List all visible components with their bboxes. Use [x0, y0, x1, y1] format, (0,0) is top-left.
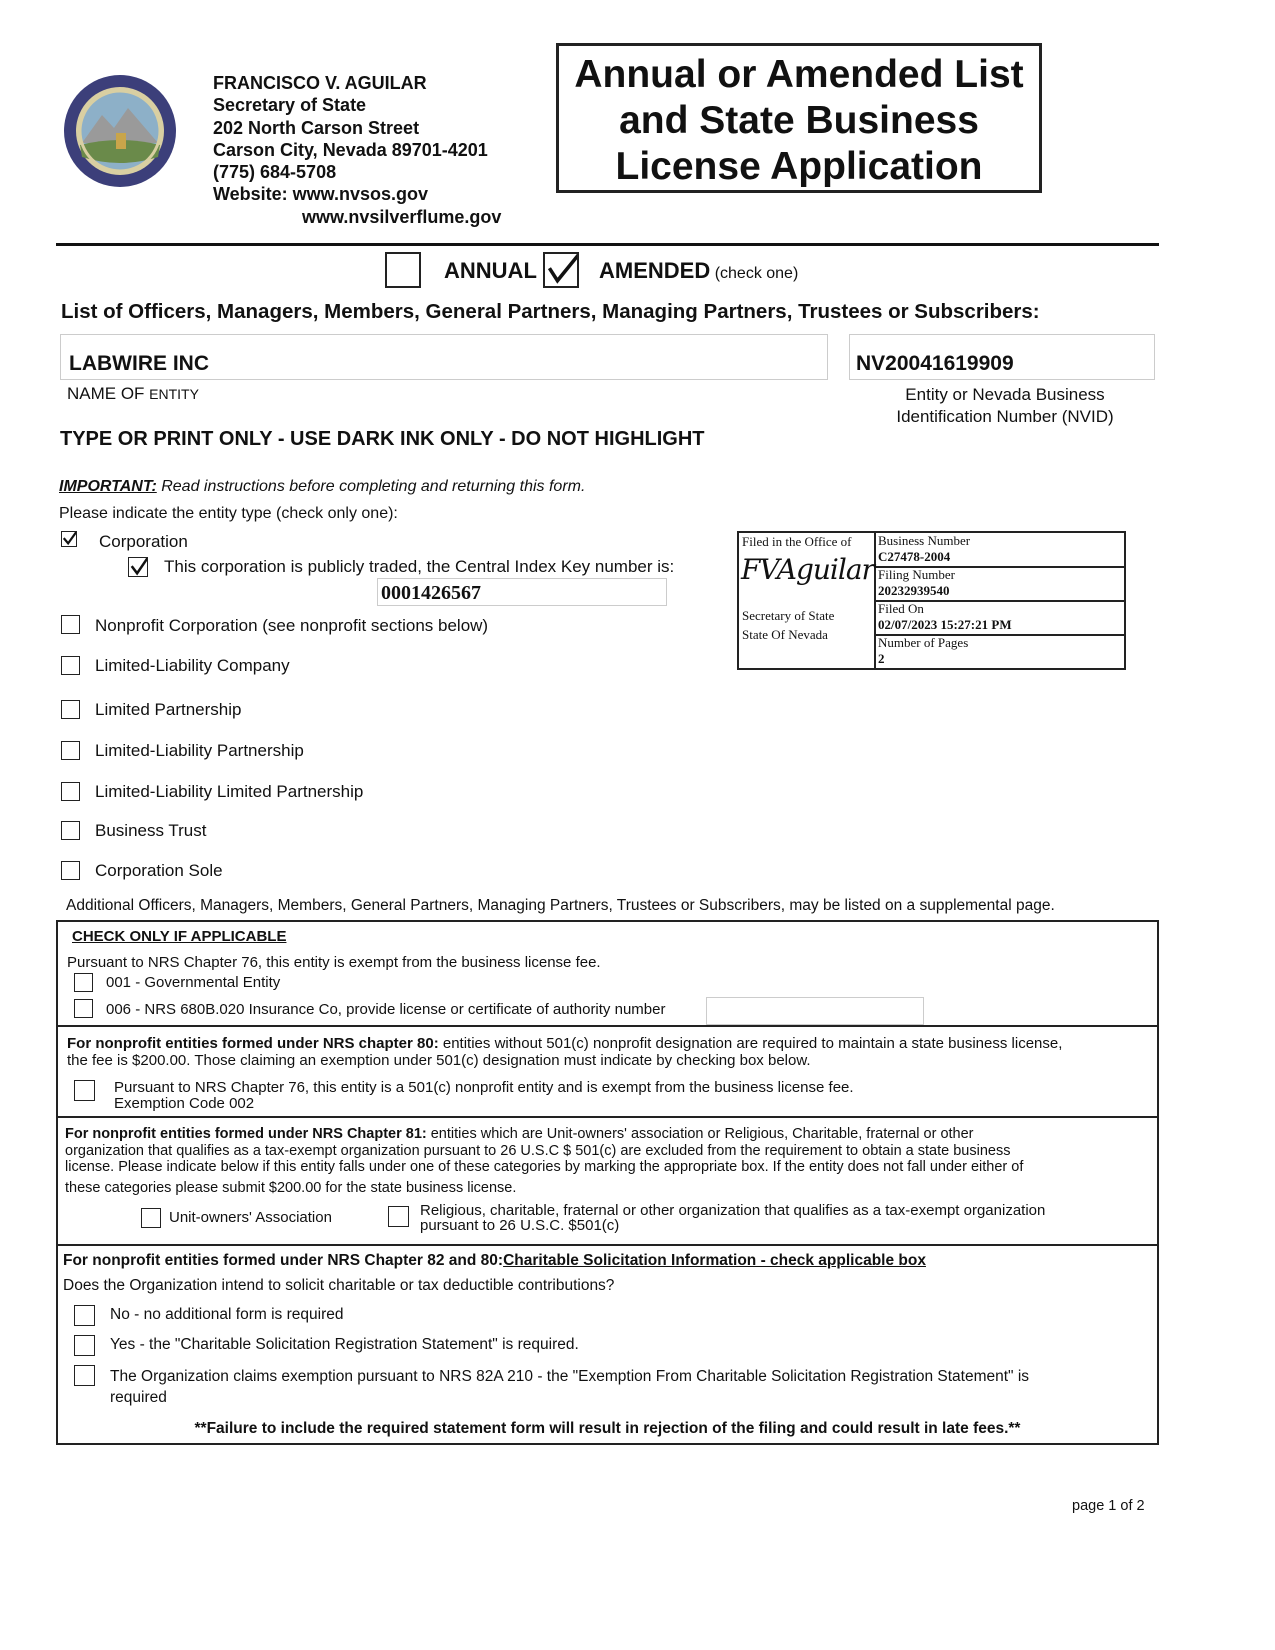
- stamp-business-number-label: Business Number: [878, 533, 971, 548]
- stamp-filing-number: 20232939540: [878, 583, 950, 598]
- annual-label: ANNUAL: [444, 258, 537, 283]
- form-title-line3: License Application: [615, 145, 983, 188]
- stamp-state: State Of Nevada: [742, 627, 828, 642]
- entity-name-label: NAME OF ENTITY: [67, 384, 199, 403]
- unit-owners-label: Unit-owners' Association: [169, 1209, 332, 1226]
- filing-stamp: [737, 531, 1126, 670]
- website: Website: www.nvsos.gov: [213, 184, 429, 205]
- ch80-text-line2: the fee is $200.00. Those claiming an exemption under 501(c) designation must indicate by checking box below.: [67, 1052, 811, 1069]
- address-line2: Carson City, Nevada 89701-4201: [213, 139, 488, 160]
- lp-checkbox[interactable]: [61, 700, 80, 719]
- solicit-exempt-checkbox[interactable]: [74, 1365, 95, 1386]
- business-trust-label: Business Trust: [95, 821, 207, 840]
- ch80-text-line1: For nonprofit entities formed under NRS chapter 80: entities without 501(c) nonprofit designation are required to maintain a state business license,: [67, 1035, 1063, 1052]
- ch81-text: For nonprofit entities formed under NRS Chapter 81: entities which are Unit-owners' association or Religious, Charitable, fraternal or other organization that qualifies as a tax-exempt organization pursuant to 26 U.S.C $ 501(c) are excluded from the requirement to obtain a state business license. Please indicate below if this entity falls under one of these categories by marking the appropriate box. If the entity does not fall under either of these categories please submit $200.00 for the state business license.: [65, 1126, 1024, 1196]
- stamp-secretary-of-state: Secretary of State: [742, 608, 835, 623]
- llc-label: Limited-Liability Company: [95, 656, 290, 675]
- solicit-no-checkbox[interactable]: [74, 1305, 95, 1326]
- corporation-sole-label: Corporation Sole: [95, 861, 223, 880]
- form-title-line1: Annual or Amended List: [574, 53, 1024, 96]
- cik-field[interactable]: [377, 578, 667, 606]
- lllp-label: Limited-Liability Limited Partnership: [95, 782, 364, 801]
- lp-label: Limited Partnership: [95, 700, 242, 719]
- authority-number-field[interactable]: [706, 997, 924, 1025]
- llp-checkbox[interactable]: [61, 741, 80, 760]
- unit-owners-checkbox[interactable]: [141, 1208, 161, 1228]
- solicit-yes-checkbox[interactable]: [74, 1335, 95, 1356]
- stamp-pages-label: Number of Pages: [878, 635, 969, 650]
- form-title-box: [556, 43, 1042, 193]
- website-2: www.nvsilverflume.gov: [302, 206, 502, 227]
- stamp-business-number: C27478-2004: [878, 549, 951, 564]
- nvid-field[interactable]: [849, 334, 1155, 380]
- entity-name-value: LABWIRE INC: [69, 352, 209, 375]
- list-heading: List of Officers, Managers, Members, General Partners, Managing Partners, Trustees or Subscribers:: [61, 300, 1040, 323]
- entity-name-field[interactable]: [60, 334, 828, 380]
- ch80-exempt-label: Pursuant to NRS Chapter 76, this entity is a 501(c) nonprofit entity and is exempt from the business license fee. Exemption Code 002: [114, 1079, 854, 1112]
- applicable-heading: CHECK ONLY IF APPLICABLE: [72, 928, 287, 945]
- nevada-state-seal-icon: [62, 73, 178, 189]
- header-divider: [56, 243, 1159, 246]
- address-line1: 202 North Carson Street: [213, 117, 420, 138]
- insurance-co-label: 006 - NRS 680B.020 Insurance Co, provide license or certificate of authority number: [106, 1001, 666, 1018]
- ch82-question: Does the Organization intend to solicit charitable or tax deductible contributions?: [63, 1277, 615, 1294]
- governmental-entity-label: 001 - Governmental Entity: [106, 974, 281, 991]
- nonprofit-label: Nonprofit Corporation (see nonprofit sections below): [95, 616, 489, 635]
- amended-checkbox[interactable]: [543, 252, 579, 288]
- late-fee-warning: **Failure to include the required statement form will result in rejection of the filing and could result in late fees.**: [194, 1420, 1021, 1437]
- ch80-exempt-checkbox[interactable]: [74, 1080, 95, 1101]
- publicly-traded-checkbox[interactable]: [128, 557, 148, 577]
- nvid-label: Entity or Nevada Business Identification Number (NVID): [896, 385, 1114, 426]
- corporation-sole-checkbox[interactable]: [61, 861, 80, 880]
- page-number: page 1 of 2: [1072, 1498, 1145, 1514]
- check-one-note: (check one): [714, 265, 799, 282]
- llc-checkbox[interactable]: [61, 656, 80, 675]
- solicit-exempt-label: The Organization claims exemption pursuant to NRS 82A 210 - the "Exemption From Charitable Solicitation Registration Statement" is required: [110, 1368, 1030, 1406]
- stamp-filed-on: 02/07/2023 15:27:21 PM: [878, 617, 1012, 632]
- form-title-line2: and State Business: [619, 99, 979, 142]
- religious-charitable-checkbox[interactable]: [388, 1206, 409, 1227]
- ch82-heading: For nonprofit entities formed under NRS Chapter 82 and 80:Charitable Solicitation Information - check applicable box: [63, 1252, 926, 1269]
- publicly-traded-label: This corporation is publicly traded, the Central Index Key number is:: [164, 557, 675, 576]
- important-label: IMPORTANT:: [59, 478, 157, 495]
- stamp-signature: FVAguilar: [741, 553, 874, 586]
- llp-label: Limited-Liability Partnership: [95, 741, 304, 760]
- stamp-filed-office: Filed in the Office of: [742, 534, 852, 549]
- important-text: Read instructions before completing and returning this form.: [156, 478, 586, 495]
- nonprofit-checkbox[interactable]: [61, 615, 80, 634]
- official-name: FRANCISCO V. AGUILAR: [213, 73, 427, 93]
- stamp-filed-on-label: Filed On: [878, 601, 924, 616]
- corporation-checkbox[interactable]: [61, 531, 77, 547]
- applicable-intro: Pursuant to NRS Chapter 76, this entity is exempt from the business license fee.: [67, 954, 601, 971]
- stamp-pages: 2: [878, 651, 885, 666]
- nvid-value: NV20041619909: [856, 352, 1014, 375]
- solicit-no-label: No - no additional form is required: [110, 1306, 344, 1323]
- stamp-filing-number-label: Filing Number: [878, 567, 955, 582]
- lllp-checkbox[interactable]: [61, 782, 80, 801]
- business-trust-checkbox[interactable]: [61, 821, 80, 840]
- phone: (775) 684-5708: [213, 162, 337, 183]
- solicit-yes-label: Yes - the "Charitable Solicitation Registration Statement" is required.: [110, 1336, 579, 1353]
- annual-checkbox[interactable]: [385, 252, 421, 288]
- additional-officers-note: Additional Officers, Managers, Members, General Partners, Managing Partners, Trustees or Subscribers, may be listed on a supplemental page.: [66, 897, 1055, 914]
- corporation-label: Corporation: [99, 532, 188, 551]
- entity-type-instruction: Please indicate the entity type (check only one):: [59, 505, 398, 522]
- cik-value: 0001426567: [381, 582, 481, 604]
- amended-label: AMENDED: [599, 258, 711, 283]
- governmental-entity-checkbox[interactable]: [74, 973, 93, 992]
- type-print-instruction: TYPE OR PRINT ONLY - USE DARK INK ONLY - DO NOT HIGHLIGHT: [60, 428, 705, 450]
- official-title: Secretary of State: [213, 95, 367, 116]
- insurance-co-checkbox[interactable]: [74, 999, 93, 1018]
- religious-charitable-label: Religious, charitable, fraternal or other organization that qualifies as a tax-exempt organization pursuant to 26 U.S.C. $501(c): [420, 1202, 1046, 1234]
